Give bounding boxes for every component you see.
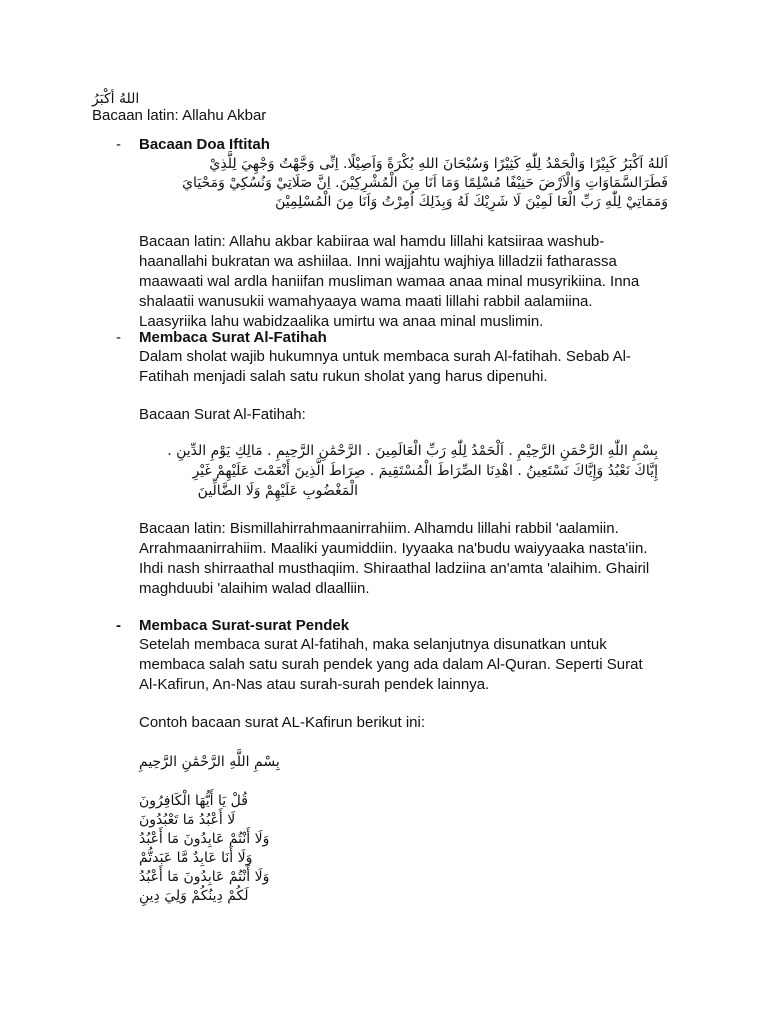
fatihah-latin-line: Bacaan latin: Bismillahirrahmaanirrahiim. Alhamdu lillahi rabbil 'aalamiin. [139,520,619,537]
fatihah-latin-line: maghduubi 'alaihim walad dlaalliin. [139,580,370,597]
fatihah-desc [139,347,679,387]
fatihah-arabic-line: بِسْمِ اللّٰهِ الرَّحْمَنِ الرَّحِيْمِ . اَلْحَمْدُ لِلّٰهِ رَبِّ الْعَالَمِينَ . الرَّحْمَٰنِ الرَّحِيمِ . مَالِكِ يَوْمِ الدِّينِ . [167,443,658,459]
pendek-desc-line: Setelah membaca surat Al-fatihah, maka selanjutnya disunatkan untuk [139,636,607,653]
iftitah-latin [139,232,679,332]
kafirun-ayah: وَلَا أَنَا عَابِدٌ مَّا عَبَدتُّمْ [139,850,253,866]
pendek-title: Membaca Surat-surat Pendek [139,617,350,634]
fatihah-latin-line: Arrahmaanirrahiim. Maaliki yaumiddiin. Iyyaaka na'budu waiyyaaka nasta'iin. [139,540,648,557]
pendek-label: Contoh bacaan surat AL-Kafirun berikut ini: [139,714,426,731]
pendek-desc-line: Al-Kafirun, An-Nas atau surah-surah pendek lainnya. [139,676,490,693]
fatihah-latin [139,519,679,599]
bullet-dash: - [116,329,121,346]
kafirun-ayah: وَلَا أَنْتُمْ عَابِدُونَ مَا أَعْبُدُ [139,869,270,885]
fatihah-desc-line: Dalam sholat wajib hukumnya untuk membaca surah Al-fatihah. Sebab Al- [139,348,631,365]
kafirun-ayah: قُلْ يَا أَيُّهَا الْكَافِرُونَ [139,793,248,809]
fatihah-label: Bacaan Surat Al-Fatihah: [139,406,306,423]
pendek-desc-line: membaca salah satu surah pendek yang ada dalam Al-Quran. Seperti Surat [139,656,643,673]
fatihah-latin-line: Ihdi nash shirraathal musthaqiim. Shiraathal ladziina an'amta 'alaihim. Ghairil [139,560,650,577]
kafirun-ayah: وَلَا أَنْتُمْ عَابِدُونَ مَا أَعْبُدُ [139,831,270,847]
iftitah-latin-line: Laasyriika lahu wabidzaalika umirtu wa anaa minal muslimin. [139,313,544,330]
iftitah-title: Bacaan Doa Iftitah [139,136,270,153]
iftitah-arabic-line: اَللهُ اَكْبَرُ كَبِيْرًا وَالْحَمْدُ لِلّٰهِ كَثِيْرًا وَسُبْحَانَ اللهِ بُكْرَةً وَاَصِيْلًا. اِنِّى وَجَّهْتُ وَجْهِيَ لِلَّذِيْ [209,156,668,172]
iftitah-latin-line: Bacaan latin: Allahu akbar kabiiraa wal hamdu lillahi katsiiraa washub- [139,233,605,250]
kafirun-basmalah: بِسْمِ اللَّهِ الرَّحْمَٰنِ الرَّحِيمِ [139,754,280,770]
bullet-dash: - [116,617,121,634]
fatihah-arabic-line: إِيَّاكَ نَعْبُدُ وَإِيَّاكَ نَسْتَعِينُ . اهْدِنَا الصِّرَاطَ الْمُسْتَقِيمَ . صِرَاطَ الَّذِينَ أَنْعَمْتَ عَلَيْهِمْ غَيْرِ [192,463,658,479]
fatihah-title: Membaca Surat Al-Fatihah [139,329,327,346]
pendek-desc [139,635,679,695]
takbir-arabic: اللهُ أكْبَرُ [92,91,140,107]
iftitah-latin-line: shalaatii wanusukii wamahyaaya wama maati lillahi rabbil aalamiina. [139,293,593,310]
fatihah-arabic-line: الْمَغْضُوبِ عَلَيْهِمْ وَلَا الضَّالِّينَ [197,483,358,499]
kafirun-ayah: لَا أَعْبُدُ مَا تَعْبُدُونَ [139,812,236,828]
kafirun-ayah: لَكُمْ دِينُكُمْ وَلِيَ دِينِ [139,888,249,904]
iftitah-arabic-line: وَمَمَاتِيْ لِلّٰهِ رَبِّ الْعَا لَمِيْنَ لَا شَرِيْكَ لَهُ وَبِذَلِكَ اُمِرْتُ وَاَنَا مِنَ الْمُسْلِمِيْنَ [275,194,668,210]
iftitah-arabic-line: فَطَرَالسَّمَاوَاتِ وَالْاَرْضَ حَنِيْفًا مُسْلِمًا وَمَا اَنَا مِنَ الْمُشْرِكِيْنَ. اِنَّ صَلَاتِيْ وَنُسُكِيْ وَمَحْيَايَ [182,175,668,191]
iftitah-latin-line: maawaati wal ardla haniifan musliman wamaa anaa minal musyrikiina. Inna [139,273,640,290]
iftitah-latin-line: haanallahi bukratan wa ashiilaa. Inni wajjahtu wajhiya lilladzii fatharassa [139,253,617,270]
takbir-latin: Bacaan latin: Allahu Akbar [92,107,267,124]
fatihah-desc-line: Fatihah menjadi salah satu rukun sholat yang harus dipenuhi. [139,368,548,385]
bullet-dash: - [116,136,121,153]
